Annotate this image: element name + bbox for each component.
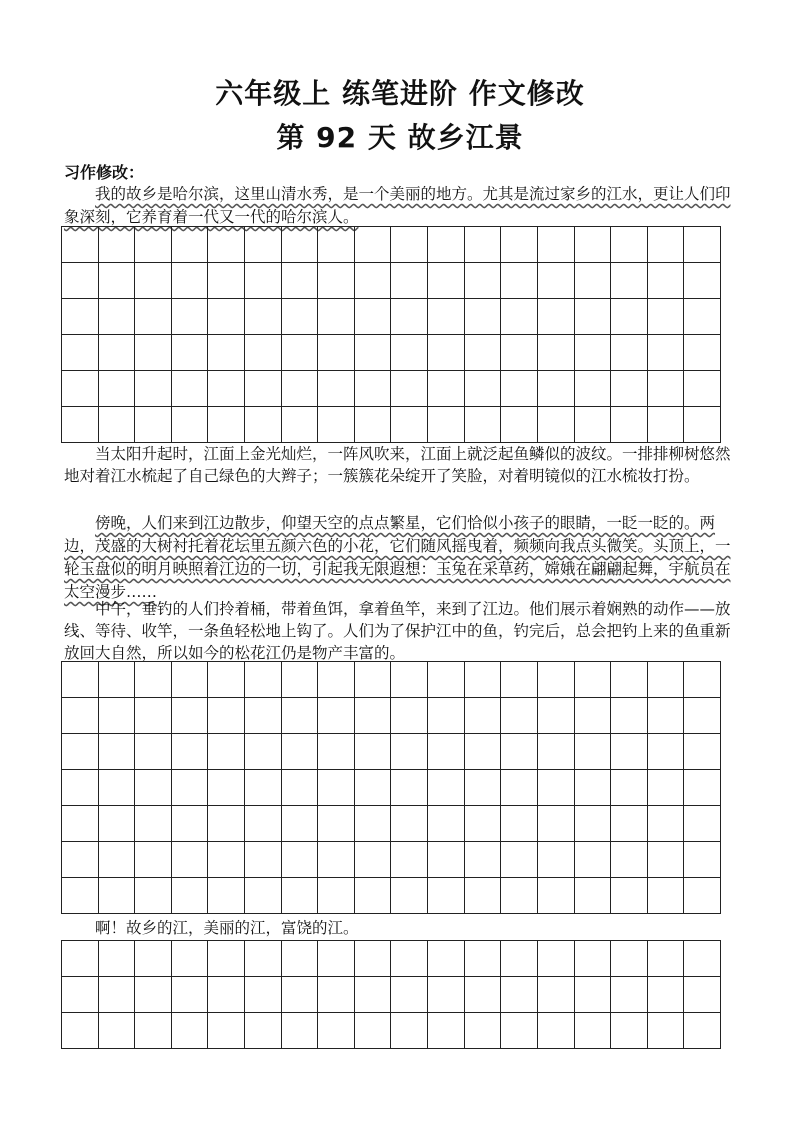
grid-cell[interactable] bbox=[428, 806, 465, 842]
grid-cell[interactable] bbox=[172, 299, 209, 335]
grid-cell[interactable] bbox=[172, 407, 209, 443]
grid-cell[interactable] bbox=[245, 734, 282, 770]
grid-cell[interactable] bbox=[355, 878, 392, 914]
grid-cell[interactable] bbox=[245, 335, 282, 371]
grid-cell[interactable] bbox=[62, 335, 99, 371]
grid-cell[interactable] bbox=[282, 770, 319, 806]
grid-cell[interactable] bbox=[575, 335, 612, 371]
grid-cell[interactable] bbox=[575, 806, 612, 842]
grid-cell[interactable] bbox=[501, 227, 538, 263]
section-label: 习作修改： bbox=[64, 163, 145, 182]
grid-cell[interactable] bbox=[391, 407, 428, 443]
grid-cell[interactable] bbox=[172, 1013, 209, 1049]
grid-cell[interactable] bbox=[648, 227, 685, 263]
grid-cell[interactable] bbox=[245, 1013, 282, 1049]
grid-cell[interactable] bbox=[538, 734, 575, 770]
grid-cell[interactable] bbox=[648, 698, 685, 734]
grid-cell[interactable] bbox=[465, 878, 502, 914]
grid-cell[interactable] bbox=[245, 977, 282, 1013]
grid-cell[interactable] bbox=[135, 335, 172, 371]
grid-cell[interactable] bbox=[538, 407, 575, 443]
grid-cell[interactable] bbox=[99, 842, 136, 878]
grid-cell[interactable] bbox=[428, 1013, 465, 1049]
grid-cell[interactable] bbox=[355, 842, 392, 878]
grid-cell[interactable] bbox=[611, 263, 648, 299]
grid-cell[interactable] bbox=[428, 227, 465, 263]
grid-cell[interactable] bbox=[135, 977, 172, 1013]
grid-cell[interactable] bbox=[245, 371, 282, 407]
writing-grid-1[interactable] bbox=[61, 226, 721, 443]
grid-cell[interactable] bbox=[465, 1013, 502, 1049]
grid-cell[interactable] bbox=[428, 734, 465, 770]
grid-cell[interactable] bbox=[391, 299, 428, 335]
grid-cell[interactable] bbox=[391, 698, 428, 734]
grid-cell[interactable] bbox=[538, 662, 575, 698]
grid-cell[interactable] bbox=[318, 662, 355, 698]
grid-cell[interactable] bbox=[245, 698, 282, 734]
grid-cell[interactable] bbox=[208, 698, 245, 734]
grid-cell[interactable] bbox=[465, 662, 502, 698]
grid-cell[interactable] bbox=[428, 770, 465, 806]
grid-cell[interactable] bbox=[135, 662, 172, 698]
grid-cell[interactable] bbox=[538, 263, 575, 299]
grid-cell[interactable] bbox=[648, 734, 685, 770]
grid-cell[interactable] bbox=[428, 698, 465, 734]
grid-cell[interactable] bbox=[99, 941, 136, 977]
grid-cell[interactable] bbox=[648, 662, 685, 698]
grid-cell[interactable] bbox=[172, 806, 209, 842]
grid-cell[interactable] bbox=[538, 806, 575, 842]
grid-cell[interactable] bbox=[245, 299, 282, 335]
grid-cell[interactable] bbox=[208, 662, 245, 698]
grid-cell[interactable] bbox=[99, 806, 136, 842]
grid-cell[interactable] bbox=[245, 407, 282, 443]
paragraph-4: 中午，垂钓的人们拎着桶，带着鱼饵，拿着鱼竿，来到了江边。他们展示着娴熟的动作——放线、等待、收竿，一条鱼轻松地上钩了。人们为了保护江中的鱼，钓完后，总会把钓上来的鱼重新放回大自然，所以如今的松花江仍是物产丰富的。 bbox=[64, 600, 731, 662]
grid-cell[interactable] bbox=[245, 662, 282, 698]
grid-cell[interactable] bbox=[611, 371, 648, 407]
grid-cell[interactable] bbox=[318, 734, 355, 770]
grid-cell[interactable] bbox=[355, 977, 392, 1013]
grid-cell[interactable] bbox=[428, 977, 465, 1013]
grid-cell[interactable] bbox=[501, 842, 538, 878]
grid-cell[interactable] bbox=[501, 878, 538, 914]
grid-cell[interactable] bbox=[62, 371, 99, 407]
grid-cell[interactable] bbox=[62, 878, 99, 914]
grid-cell[interactable] bbox=[99, 734, 136, 770]
grid-cell[interactable] bbox=[318, 842, 355, 878]
grid-cell[interactable] bbox=[282, 878, 319, 914]
grid-cell[interactable] bbox=[355, 299, 392, 335]
grid-cell[interactable] bbox=[355, 770, 392, 806]
grid-cell[interactable] bbox=[318, 698, 355, 734]
grid-cell[interactable] bbox=[245, 770, 282, 806]
grid-cell[interactable] bbox=[245, 806, 282, 842]
grid-cell[interactable] bbox=[172, 698, 209, 734]
grid-cell[interactable] bbox=[538, 335, 575, 371]
grid-cell[interactable] bbox=[355, 662, 392, 698]
grid-cell[interactable] bbox=[355, 407, 392, 443]
grid-cell[interactable] bbox=[575, 941, 612, 977]
grid-cell[interactable] bbox=[391, 806, 428, 842]
grid-cell[interactable] bbox=[282, 806, 319, 842]
grid-cell[interactable] bbox=[428, 941, 465, 977]
grid-cell[interactable] bbox=[99, 407, 136, 443]
grid-cell[interactable] bbox=[611, 734, 648, 770]
grid-cell[interactable] bbox=[611, 806, 648, 842]
grid-cell[interactable] bbox=[208, 407, 245, 443]
grid-cell[interactable] bbox=[355, 806, 392, 842]
grid-cell[interactable] bbox=[318, 227, 355, 263]
writing-grid-3[interactable] bbox=[61, 940, 721, 1049]
grid-cell[interactable] bbox=[465, 227, 502, 263]
grid-cell[interactable] bbox=[465, 941, 502, 977]
grid-cell[interactable] bbox=[135, 263, 172, 299]
grid-cell[interactable] bbox=[208, 806, 245, 842]
grid-cell[interactable] bbox=[684, 1013, 721, 1049]
grid-cell[interactable] bbox=[355, 335, 392, 371]
grid-cell[interactable] bbox=[208, 371, 245, 407]
grid-cell[interactable] bbox=[318, 770, 355, 806]
grid-cell[interactable] bbox=[684, 941, 721, 977]
grid-cell[interactable] bbox=[245, 227, 282, 263]
grid-cell[interactable] bbox=[245, 842, 282, 878]
grid-cell[interactable] bbox=[99, 977, 136, 1013]
grid-cell[interactable] bbox=[282, 977, 319, 1013]
grid-cell[interactable] bbox=[465, 977, 502, 1013]
grid-cell[interactable] bbox=[62, 842, 99, 878]
grid-cell[interactable] bbox=[465, 734, 502, 770]
grid-cell[interactable] bbox=[575, 299, 612, 335]
grid-cell[interactable] bbox=[391, 734, 428, 770]
grid-cell[interactable] bbox=[648, 299, 685, 335]
grid-cell[interactable] bbox=[501, 941, 538, 977]
grid-cell[interactable] bbox=[684, 227, 721, 263]
grid-cell[interactable] bbox=[318, 335, 355, 371]
grid-cell[interactable] bbox=[538, 1013, 575, 1049]
grid-cell[interactable] bbox=[208, 335, 245, 371]
grid-cell[interactable] bbox=[172, 227, 209, 263]
grid-cell[interactable] bbox=[282, 263, 319, 299]
grid-cell[interactable] bbox=[684, 977, 721, 1013]
grid-cell[interactable] bbox=[684, 698, 721, 734]
grid-cell[interactable] bbox=[99, 227, 136, 263]
grid-cell[interactable] bbox=[318, 977, 355, 1013]
grid-cell[interactable] bbox=[465, 371, 502, 407]
grid-cell[interactable] bbox=[99, 878, 136, 914]
grid-cell[interactable] bbox=[135, 806, 172, 842]
grid-cell[interactable] bbox=[282, 941, 319, 977]
grid-cell[interactable] bbox=[318, 371, 355, 407]
grid-cell[interactable] bbox=[428, 335, 465, 371]
grid-cell[interactable] bbox=[684, 842, 721, 878]
grid-cell[interactable] bbox=[501, 734, 538, 770]
grid-cell[interactable] bbox=[135, 941, 172, 977]
grid-cell[interactable] bbox=[575, 227, 612, 263]
grid-cell[interactable] bbox=[465, 698, 502, 734]
paragraph-2: 当太阳升起时，江面上金光灿烂，一阵风吹来，江面上就泛起鱼鳞似的波纹。一排排柳树悠然地对着江水梳起了自己绿色的大辫子；一簇簇花朵绽开了笑脸，对着明镜似的江水梳妆打扮。 bbox=[64, 445, 731, 485]
grid-cell[interactable] bbox=[99, 662, 136, 698]
grid-cell[interactable] bbox=[465, 299, 502, 335]
grid-cell[interactable] bbox=[611, 878, 648, 914]
grid-cell[interactable] bbox=[575, 842, 612, 878]
grid-cell[interactable] bbox=[428, 407, 465, 443]
grid-cell[interactable] bbox=[465, 335, 502, 371]
grid-cell[interactable] bbox=[575, 662, 612, 698]
grid-cell[interactable] bbox=[501, 770, 538, 806]
grid-cell[interactable] bbox=[684, 263, 721, 299]
grid-cell[interactable] bbox=[684, 662, 721, 698]
grid-cell[interactable] bbox=[501, 662, 538, 698]
grid-cell[interactable] bbox=[172, 770, 209, 806]
grid-cell[interactable] bbox=[62, 299, 99, 335]
grid-cell[interactable] bbox=[391, 842, 428, 878]
grid-cell[interactable] bbox=[501, 806, 538, 842]
grid-cell[interactable] bbox=[135, 842, 172, 878]
grid-cell[interactable] bbox=[648, 371, 685, 407]
grid-cell[interactable] bbox=[684, 335, 721, 371]
grid-cell[interactable] bbox=[611, 407, 648, 443]
grid-cell[interactable] bbox=[575, 371, 612, 407]
grid-cell[interactable] bbox=[208, 734, 245, 770]
grid-cell[interactable] bbox=[135, 407, 172, 443]
grid-cell[interactable] bbox=[282, 698, 319, 734]
grid-cell[interactable] bbox=[62, 941, 99, 977]
grid-cell[interactable] bbox=[355, 698, 392, 734]
grid-cell[interactable] bbox=[611, 335, 648, 371]
grid-cell[interactable] bbox=[391, 770, 428, 806]
grid-cell[interactable] bbox=[62, 1013, 99, 1049]
grid-cell[interactable] bbox=[391, 941, 428, 977]
grid-cell[interactable] bbox=[318, 1013, 355, 1049]
grid-cell[interactable] bbox=[318, 941, 355, 977]
grid-cell[interactable] bbox=[318, 806, 355, 842]
grid-cell[interactable] bbox=[428, 662, 465, 698]
grid-cell[interactable] bbox=[355, 734, 392, 770]
grid-cell[interactable] bbox=[62, 407, 99, 443]
grid-cell[interactable] bbox=[245, 878, 282, 914]
grid-cell[interactable] bbox=[208, 977, 245, 1013]
grid-cell[interactable] bbox=[172, 842, 209, 878]
grid-cell[interactable] bbox=[684, 806, 721, 842]
grid-cell[interactable] bbox=[318, 407, 355, 443]
grid-cell[interactable] bbox=[575, 263, 612, 299]
grid-cell[interactable] bbox=[172, 371, 209, 407]
grid-cell[interactable] bbox=[575, 878, 612, 914]
grid-cell[interactable] bbox=[99, 371, 136, 407]
grid-cell[interactable] bbox=[501, 977, 538, 1013]
grid-cell[interactable] bbox=[135, 371, 172, 407]
grid-cell[interactable] bbox=[648, 941, 685, 977]
grid-cell[interactable] bbox=[428, 842, 465, 878]
grid-cell[interactable] bbox=[391, 662, 428, 698]
grid-cell[interactable] bbox=[135, 227, 172, 263]
grid-cell[interactable] bbox=[611, 842, 648, 878]
grid-cell[interactable] bbox=[208, 941, 245, 977]
grid-cell[interactable] bbox=[501, 335, 538, 371]
grid-cell[interactable] bbox=[62, 977, 99, 1013]
grid-cell[interactable] bbox=[318, 263, 355, 299]
grid-cell[interactable] bbox=[208, 770, 245, 806]
grid-cell[interactable] bbox=[245, 941, 282, 977]
grid-cell[interactable] bbox=[282, 371, 319, 407]
grid-cell[interactable] bbox=[575, 734, 612, 770]
grid-cell[interactable] bbox=[648, 335, 685, 371]
grid-cell[interactable] bbox=[135, 299, 172, 335]
grid-cell[interactable] bbox=[282, 842, 319, 878]
grid-cell[interactable] bbox=[501, 1013, 538, 1049]
grid-cell[interactable] bbox=[282, 1013, 319, 1049]
grid-cell[interactable] bbox=[355, 371, 392, 407]
grid-cell[interactable] bbox=[318, 299, 355, 335]
grid-cell[interactable] bbox=[611, 299, 648, 335]
grid-cell[interactable] bbox=[391, 371, 428, 407]
writing-grid-2[interactable] bbox=[61, 661, 721, 914]
grid-cell[interactable] bbox=[245, 263, 282, 299]
grid-cell[interactable] bbox=[465, 770, 502, 806]
grid-cell[interactable] bbox=[648, 977, 685, 1013]
grid-cell[interactable] bbox=[501, 299, 538, 335]
grid-cell[interactable] bbox=[648, 806, 685, 842]
grid-cell[interactable] bbox=[611, 1013, 648, 1049]
grid-cell[interactable] bbox=[135, 1013, 172, 1049]
grid-cell[interactable] bbox=[465, 263, 502, 299]
grid-cell[interactable] bbox=[538, 842, 575, 878]
grid-cell[interactable] bbox=[538, 371, 575, 407]
grid-cell[interactable] bbox=[135, 770, 172, 806]
grid-cell[interactable] bbox=[684, 734, 721, 770]
grid-cell[interactable] bbox=[172, 941, 209, 977]
grid-cell[interactable] bbox=[684, 407, 721, 443]
grid-cell[interactable] bbox=[172, 977, 209, 1013]
grid-cell[interactable] bbox=[282, 734, 319, 770]
grid-cell[interactable] bbox=[99, 698, 136, 734]
grid-cell[interactable] bbox=[648, 407, 685, 443]
grid-cell[interactable] bbox=[428, 371, 465, 407]
grid-cell[interactable] bbox=[135, 698, 172, 734]
grid-cell[interactable] bbox=[99, 770, 136, 806]
grid-cell[interactable] bbox=[135, 734, 172, 770]
grid-cell[interactable] bbox=[172, 734, 209, 770]
grid-cell[interactable] bbox=[282, 299, 319, 335]
grid-cell[interactable] bbox=[135, 878, 172, 914]
grid-cell[interactable] bbox=[501, 407, 538, 443]
grid-cell[interactable] bbox=[538, 698, 575, 734]
grid-cell[interactable] bbox=[428, 878, 465, 914]
grid-cell[interactable] bbox=[172, 335, 209, 371]
grid-cell[interactable] bbox=[428, 263, 465, 299]
grid-cell[interactable] bbox=[355, 263, 392, 299]
grid-cell[interactable] bbox=[611, 770, 648, 806]
grid-cell[interactable] bbox=[501, 371, 538, 407]
grid-cell[interactable] bbox=[172, 878, 209, 914]
grid-cell[interactable] bbox=[391, 227, 428, 263]
grid-cell[interactable] bbox=[684, 770, 721, 806]
grid-cell[interactable] bbox=[538, 299, 575, 335]
grid-cell[interactable] bbox=[538, 878, 575, 914]
grid-cell[interactable] bbox=[538, 977, 575, 1013]
grid-cell[interactable] bbox=[62, 770, 99, 806]
grid-cell[interactable] bbox=[611, 977, 648, 1013]
grid-cell[interactable] bbox=[465, 806, 502, 842]
grid-cell[interactable] bbox=[465, 842, 502, 878]
grid-cell[interactable] bbox=[282, 407, 319, 443]
grid-cell[interactable] bbox=[428, 299, 465, 335]
grid-cell[interactable] bbox=[648, 770, 685, 806]
grid-cell[interactable] bbox=[208, 299, 245, 335]
grid-cell[interactable] bbox=[62, 662, 99, 698]
grid-cell[interactable] bbox=[648, 263, 685, 299]
grid-cell[interactable] bbox=[62, 263, 99, 299]
grid-cell[interactable] bbox=[611, 227, 648, 263]
grid-cell[interactable] bbox=[172, 662, 209, 698]
grid-cell[interactable] bbox=[208, 263, 245, 299]
grid-cell[interactable] bbox=[172, 263, 209, 299]
grid-cell[interactable] bbox=[684, 878, 721, 914]
grid-cell[interactable] bbox=[99, 335, 136, 371]
grid-cell[interactable] bbox=[99, 299, 136, 335]
grid-cell[interactable] bbox=[575, 1013, 612, 1049]
paragraph-5: 啊！故乡的江，美丽的江，富饶的江。 bbox=[95, 919, 359, 937]
title-line-2: 第 92 天 故乡江景 bbox=[276, 121, 524, 154]
grid-cell[interactable] bbox=[684, 371, 721, 407]
paragraph-3: 傍晚，人们来到江边散步，仰望天空的点点繁星，它们恰似小孩子的眼睛，一眨一眨的。两边，茂盛的大树衬托着花坛里五颜六色的小花，它们随风摇曳着，频频向我点头微笑。头顶上，一轮玉盘似的明月映照着江边的一切，引起我无限遐想：玉兔在采草药，嫦娥在翩翩起舞，宇航员在太空漫步…… bbox=[64, 514, 731, 601]
grid-cell[interactable] bbox=[575, 698, 612, 734]
grid-cell[interactable] bbox=[648, 1013, 685, 1049]
grid-cell[interactable] bbox=[648, 878, 685, 914]
grid-cell[interactable] bbox=[391, 335, 428, 371]
grid-cell[interactable] bbox=[611, 941, 648, 977]
grid-cell[interactable] bbox=[282, 662, 319, 698]
grid-cell[interactable] bbox=[611, 698, 648, 734]
grid-cell[interactable] bbox=[391, 263, 428, 299]
grid-cell[interactable] bbox=[575, 770, 612, 806]
title-line-1: 六年级上 练笔进阶 作文修改 bbox=[215, 77, 585, 110]
grid-cell[interactable] bbox=[62, 698, 99, 734]
grid-cell[interactable] bbox=[208, 842, 245, 878]
grid-cell[interactable] bbox=[355, 227, 392, 263]
grid-cell[interactable] bbox=[208, 1013, 245, 1049]
grid-cell[interactable] bbox=[318, 878, 355, 914]
grid-cell[interactable] bbox=[62, 806, 99, 842]
grid-cell[interactable] bbox=[208, 878, 245, 914]
grid-cell[interactable] bbox=[99, 263, 136, 299]
grid-cell[interactable] bbox=[391, 878, 428, 914]
grid-cell[interactable] bbox=[575, 977, 612, 1013]
grid-cell[interactable] bbox=[538, 770, 575, 806]
paragraph-1: 我的故乡是哈尔滨，这里山清水秀，是一个美丽的地方。尤其是流过家乡的江水，更让人们印象深刻，它养育着一代又一代的哈尔滨人。 bbox=[64, 185, 731, 226]
grid-cell[interactable] bbox=[648, 842, 685, 878]
grid-cell[interactable] bbox=[391, 977, 428, 1013]
grid-cell[interactable] bbox=[684, 299, 721, 335]
grid-cell[interactable] bbox=[355, 1013, 392, 1049]
grid-cell[interactable] bbox=[575, 407, 612, 443]
grid-cell[interactable] bbox=[391, 1013, 428, 1049]
grid-cell[interactable] bbox=[99, 1013, 136, 1049]
grid-cell[interactable] bbox=[282, 227, 319, 263]
grid-cell[interactable] bbox=[208, 227, 245, 263]
grid-cell[interactable] bbox=[501, 698, 538, 734]
grid-cell[interactable] bbox=[62, 227, 99, 263]
grid-cell[interactable] bbox=[355, 941, 392, 977]
grid-cell[interactable] bbox=[465, 407, 502, 443]
grid-cell[interactable] bbox=[538, 227, 575, 263]
grid-cell[interactable] bbox=[501, 263, 538, 299]
grid-cell[interactable] bbox=[62, 734, 99, 770]
grid-cell[interactable] bbox=[282, 335, 319, 371]
grid-cell[interactable] bbox=[538, 941, 575, 977]
grid-cell[interactable] bbox=[611, 662, 648, 698]
